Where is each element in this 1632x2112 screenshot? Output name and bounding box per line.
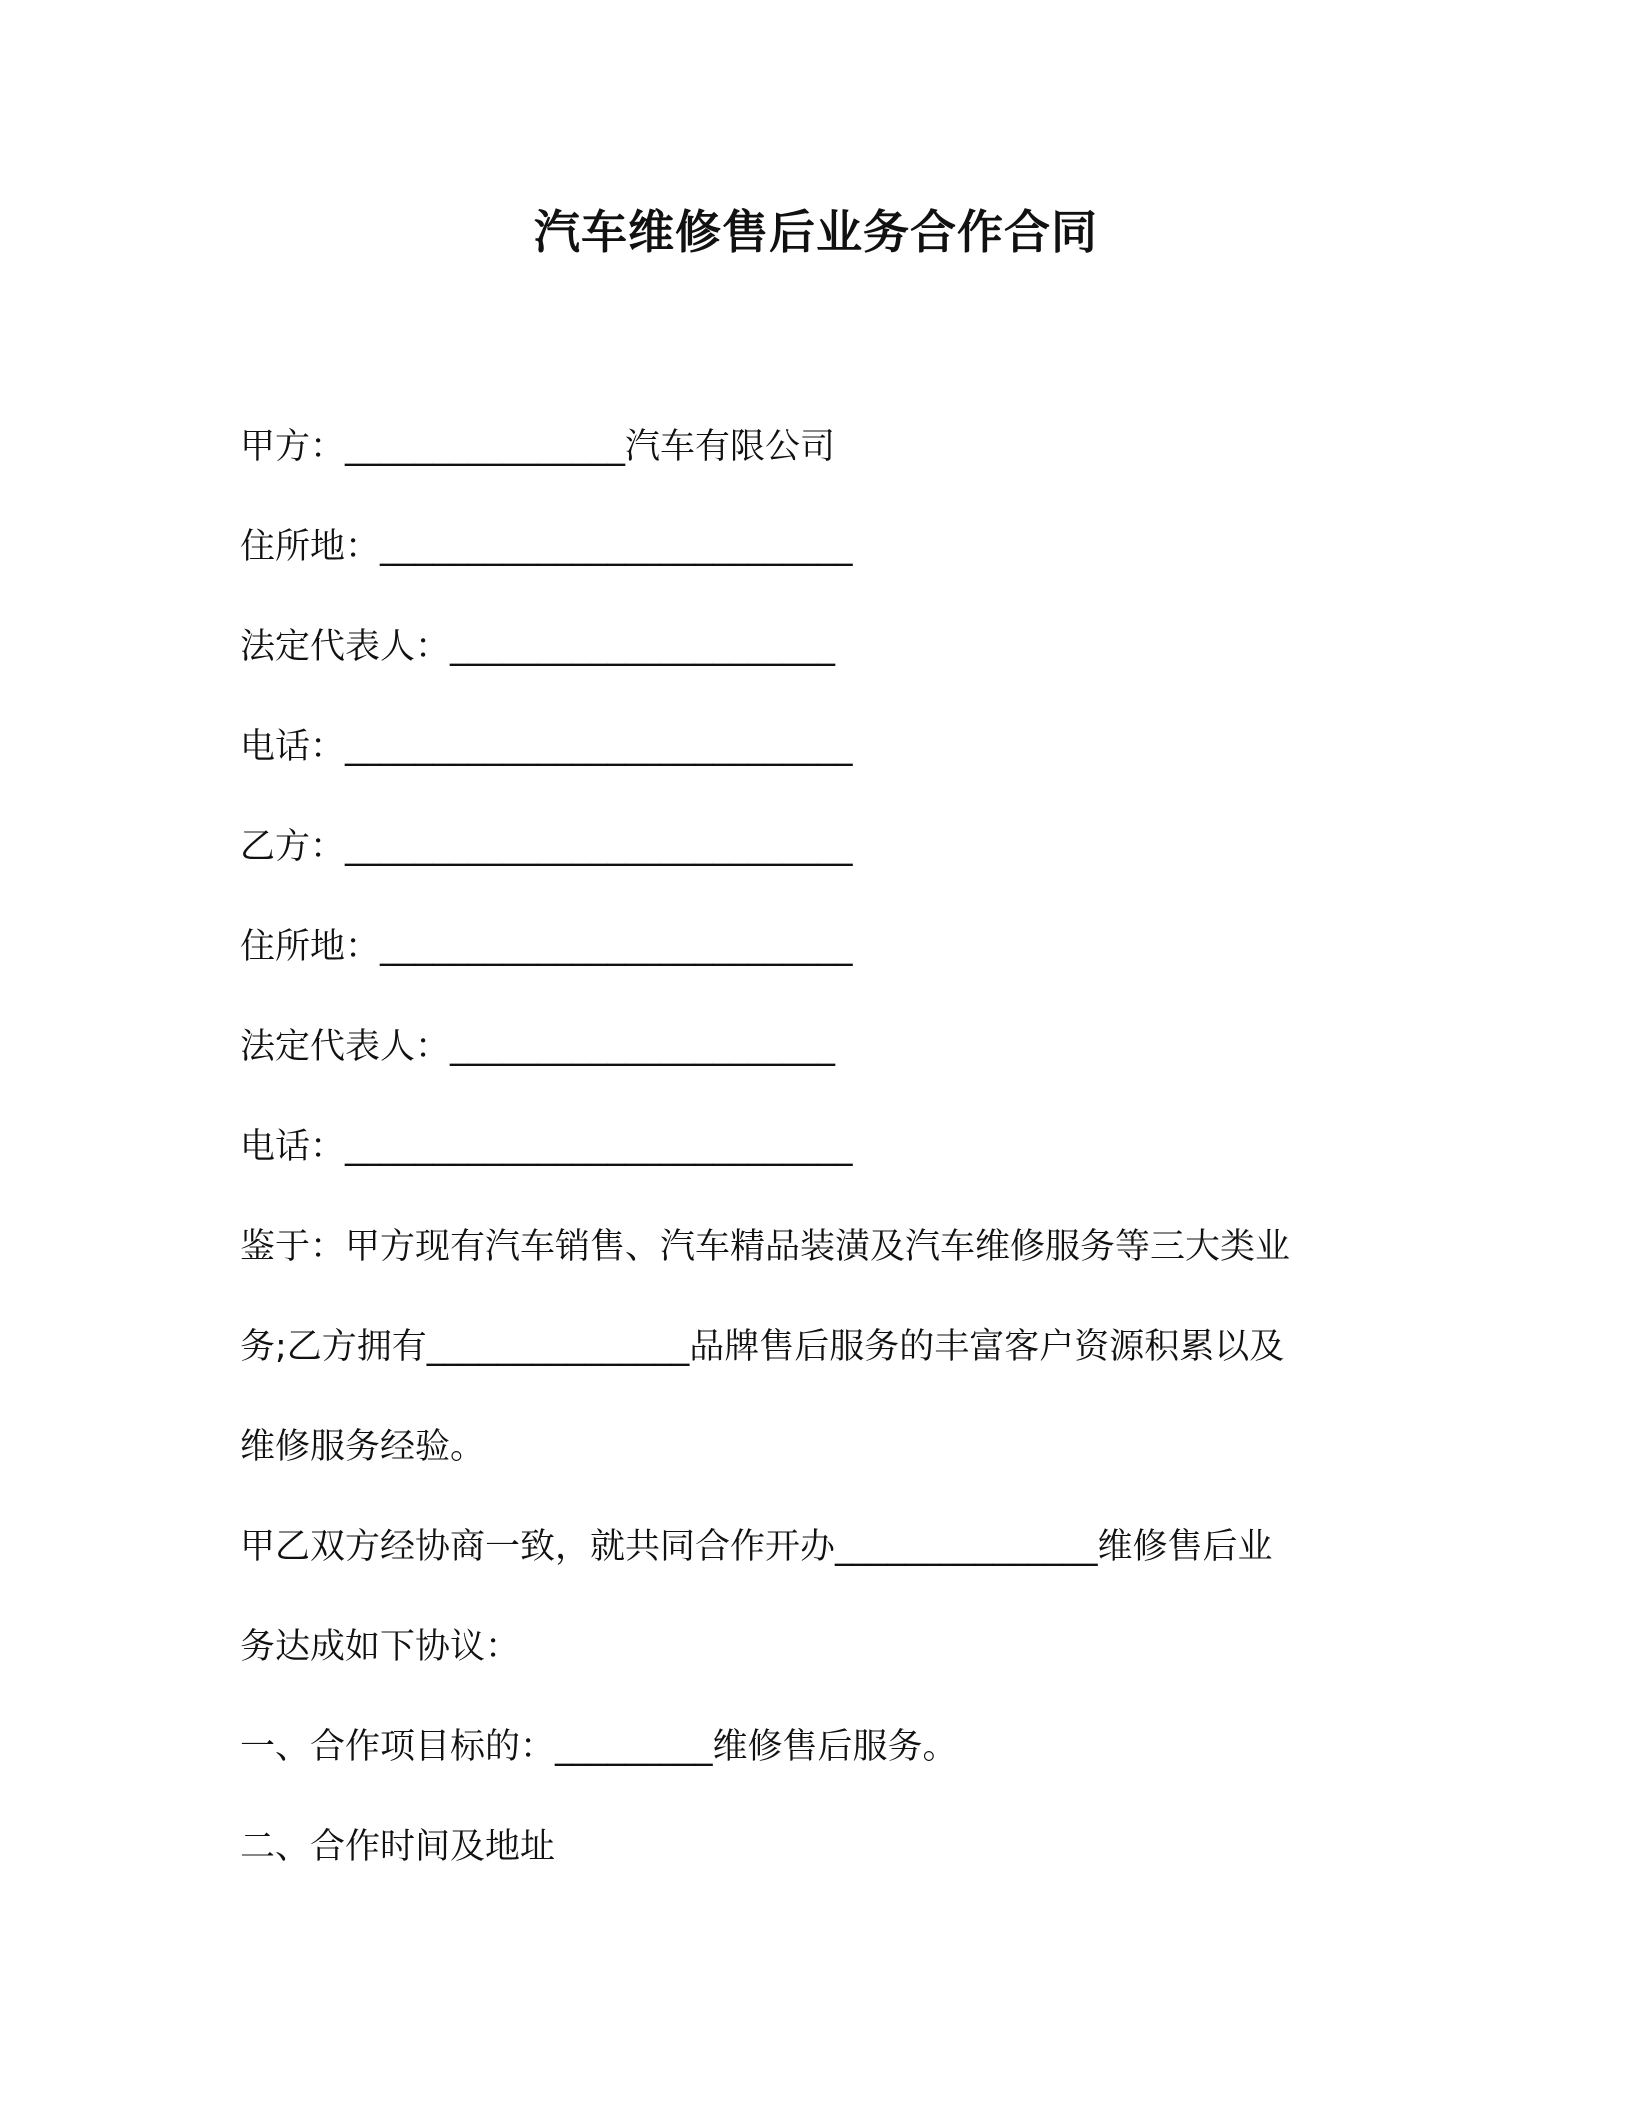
- party-b-legal-representative: 法定代表人：______________________: [240, 1027, 836, 1067]
- party-b-address: 住所地：___________________________: [240, 927, 853, 967]
- whereas-paragraph-line-3: 维修服务经验。: [240, 1427, 486, 1467]
- party-a-legal-representative: 法定代表人：______________________: [240, 627, 836, 667]
- party-a-address: 住所地：___________________________: [240, 527, 853, 567]
- section-1-heading: 一、合作项目标的：_________维修售后服务。: [240, 1727, 958, 1767]
- section-2-heading: 二、合作时间及地址: [240, 1827, 556, 1867]
- whereas-paragraph-line-1: 鉴于：甲方现有汽车销售、汽车精品装潢及汽车维修服务等三大类业: [240, 1227, 1291, 1267]
- party-a-name: 甲方：________________汽车有限公司: [240, 427, 836, 467]
- party-a-phone: 电话：_____________________________: [240, 727, 853, 767]
- agreement-paragraph-line-1: 甲乙双方经协商一致，就共同合作开办_______________维修售后业: [240, 1527, 1273, 1567]
- agreement-paragraph-line-2: 务达成如下协议：: [240, 1627, 521, 1667]
- document-title: 汽车维修售后业务合作合同: [534, 205, 1098, 259]
- party-b-name: 乙方：_____________________________: [240, 827, 853, 867]
- party-b-phone: 电话：_____________________________: [240, 1127, 853, 1167]
- whereas-paragraph-line-2: 务;乙方拥有_______________品牌售后服务的丰富客户资源积累以及: [240, 1327, 1285, 1367]
